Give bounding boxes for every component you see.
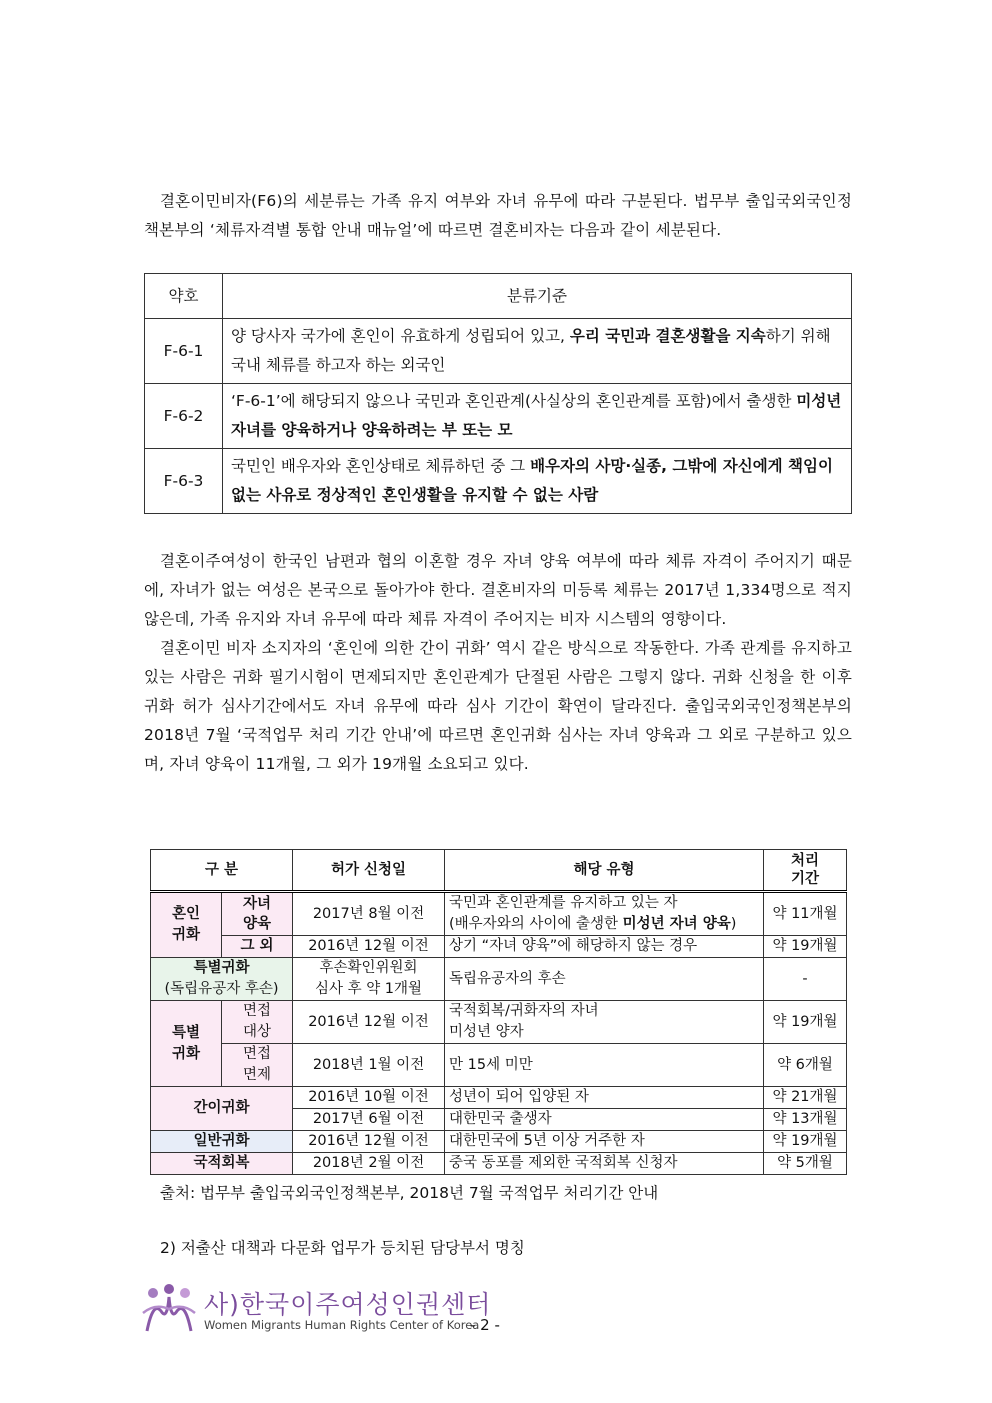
subcategory-cell: 자녀 양육 (222, 892, 293, 936)
date-cell: 2017년 8월 이전 (293, 892, 445, 936)
subcategory-cell: 면접 면제 (222, 1044, 293, 1087)
criteria-cell (223, 384, 852, 449)
naturalization-period-table (150, 849, 847, 1175)
type-cell: 대한민국에 5년 이상 거주한 자 (445, 1131, 764, 1153)
table-header-row (145, 274, 852, 319)
subcategory-cell: 면접 대상 (222, 1001, 293, 1044)
type-cell: 독립유공자의 후손 (445, 958, 764, 1001)
date-cell: 2016년 10월 이전 (293, 1087, 445, 1109)
type-text: 국민과 혼인관계를 유지하고 있는 자 (449, 895, 678, 911)
org-name: 사)한국이주여성인권센터 (204, 1290, 492, 1319)
type-text (449, 914, 759, 935)
criteria-bold: 미성년 자녀를 양육하거나 양육하려는 부 또는 모 (231, 392, 842, 439)
table-row (151, 1153, 847, 1175)
type-cell: 대한민국 출생자 (445, 1109, 764, 1131)
category-cell: 혼인 귀화 (151, 892, 222, 958)
table-row (145, 384, 852, 449)
type-text-bold: 미성년 자녀 양육 (622, 916, 731, 932)
type-cell (445, 892, 764, 936)
date-cell: 2017년 6월 이전 (293, 1109, 445, 1131)
date-cell: 2016년 12월 이전 (293, 1131, 445, 1153)
body-paragraph-1: 결혼이주여성이 한국인 남편과 협의 이혼할 경우 자녀 양육 여부에 따라 체류 자격이 주어지기 때문에, 자녀가 없는 여성은 본국으로 돌아가야 한다. 결혼비자의 미등록 체류는 2017년 1,334명으로 적지 않은데, 가족 유지와 자녀 유무에 따라 체류 자격이 주어지는 비자 시스템의 영향이다. (144, 552, 852, 628)
type-cell: 국적회복/귀화자의 자녀 미성년 양자 (445, 1001, 764, 1044)
code-cell: F-6-2 (145, 384, 223, 449)
table-row (151, 936, 847, 958)
category-cell: 간이귀화 (151, 1087, 293, 1131)
criteria-bold: 우리 국민과 결혼생활을 지속 (569, 327, 766, 345)
subcategory-cell: 그 외 (222, 936, 293, 958)
table-row (151, 1087, 847, 1109)
table-row (151, 892, 847, 936)
intro-paragraph (144, 187, 852, 245)
type-cell: 만 15세 미만 (445, 1044, 764, 1087)
criteria-text: 하기 위해 국내 체류를 하고자 하는 외국인 (231, 327, 831, 374)
org-english-name: Women Migrants Human Rights Center of Korea (204, 1318, 480, 1332)
type-cell: 중국 동포를 제외한 국적회복 신청자 (445, 1153, 764, 1175)
criteria-text: ‘F-6-1’에 해당되지 않으나 국민과 혼인관계(사실상의 혼인관계를 포함)에서 출생한 (231, 392, 797, 410)
code-cell: F-6-3 (145, 449, 223, 514)
table-header-row (151, 850, 847, 892)
type-cell: 성년이 되어 입양된 자 (445, 1087, 764, 1109)
date-cell: 2018년 1월 이전 (293, 1044, 445, 1087)
category-cell: 국적회복 (151, 1153, 293, 1175)
table-row (151, 1131, 847, 1153)
category-cell: 특별 귀화 (151, 1001, 222, 1087)
visa-classification-table (144, 273, 852, 514)
table-row (151, 1044, 847, 1087)
period-cell: 약 11개월 (764, 892, 847, 936)
category-sublabel: (독립유공자 후손) (164, 981, 279, 997)
date-cell: 2018년 2월 이전 (293, 1153, 445, 1175)
category-label: 특별귀화 (193, 960, 250, 976)
category-cell: 일반귀화 (151, 1131, 293, 1153)
org-logo-icon (141, 1283, 197, 1333)
table-row (145, 319, 852, 384)
date-cell: 후손확인위원회 심사 후 약 1개월 (293, 958, 445, 1001)
period-cell: 약 6개월 (764, 1044, 847, 1087)
header-category: 구 분 (151, 850, 293, 892)
period-cell: 약 19개월 (764, 1131, 847, 1153)
period-cell: 약 13개월 (764, 1109, 847, 1131)
page-number: - 2 - (470, 1316, 500, 1334)
header-criteria: 분류기준 (223, 274, 852, 319)
criteria-text: 양 당사자 국가에 혼인이 유효하게 성립되어 있고, (231, 327, 570, 345)
period-cell: - (764, 958, 847, 1001)
body-paragraphs (144, 547, 852, 779)
period-cell: 약 21개월 (764, 1087, 847, 1109)
period-cell: 약 5개월 (764, 1153, 847, 1175)
type-text-part: ) (730, 916, 737, 932)
header-type: 해당 유형 (445, 850, 764, 892)
type-cell: 상기 “자녀 양육”에 해당하지 않는 경우 (445, 936, 764, 958)
date-cell: 2016년 12월 이전 (293, 936, 445, 958)
table-row (145, 449, 852, 514)
table-row (151, 1001, 847, 1044)
criteria-cell (223, 449, 852, 514)
period-cell: 약 19개월 (764, 936, 847, 958)
category-cell (151, 958, 293, 1001)
criteria-cell (223, 319, 852, 384)
type-text-part: (배우자와의 사이에 출생한 (449, 916, 623, 932)
criteria-text: 국민인 배우자와 혼인상태로 체류하던 중 그 (231, 457, 531, 475)
code-cell: F-6-1 (145, 319, 223, 384)
header-code: 약호 (145, 274, 223, 319)
date-cell: 2016년 12월 이전 (293, 1001, 445, 1044)
header-date: 허가 신청일 (293, 850, 445, 892)
source-note: 출처: 법무부 출입국외국인정책본부, 2018년 7월 국적업무 처리기간 안내 (160, 1184, 659, 1202)
section-heading: 2) 저출산 대책과 다문화 업무가 등치된 담당부서 명칭 (160, 1239, 525, 1257)
body-paragraph-2: 결혼이민 비자 소지자의 ‘혼인에 의한 간이 귀화’ 역시 같은 방식으로 작동한다. 가족 관계를 유지하고 있는 사람은 귀화 필기시험이 면제되지만 혼인관계가 단절된 사람은 그렇지 않다. 귀화 신청을 한 이후 귀화 허가 심사기간에서도 자녀 유무에 따라 심사 기간이 확연이 달라진다. 출입국외국인정책본부의 2018년 7월 ‘국적업무 처리 기간 안내’에 따르면 혼인귀화 심사는 자녀 양육과 그 외로 구분하고 있으며, 자녀 양육이 11개월, 그 외가 19개월 소요되고 있다. (144, 639, 852, 773)
criteria-bold: 배우자의 사망·실종, 그밖에 자신에게 책임이 없는 사유로 정상적인 혼인생활을 유지할 수 없는 사람 (231, 457, 833, 504)
table-row (151, 958, 847, 1001)
header-period: 처리 기간 (764, 850, 847, 892)
period-cell: 약 19개월 (764, 1001, 847, 1044)
intro-text: 결혼이민비자(F6)의 세분류는 가족 유지 여부와 자녀 유무에 따라 구분된다. 법무부 출입국외국인정책본부의 ‘체류자격별 통합 안내 매뉴얼’에 따르면 결혼비자는 다음과 같이 세분된다. (144, 192, 852, 239)
